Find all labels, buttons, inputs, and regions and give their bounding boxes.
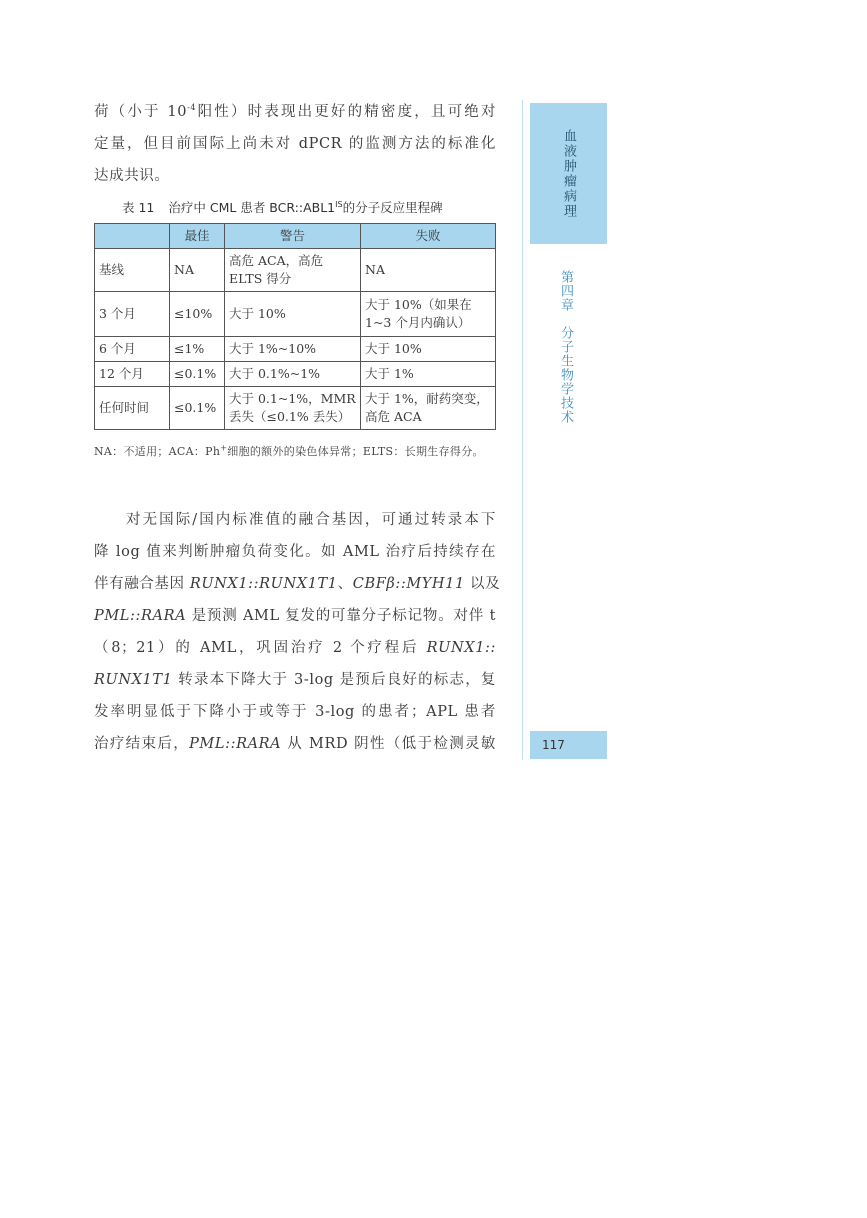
table-cell: 高危 ACA，高危 ELTS 得分 xyxy=(225,249,361,292)
table-row xyxy=(95,337,496,362)
table-cell: 12 个月 xyxy=(95,362,170,387)
sidebar-divider xyxy=(522,100,523,760)
text-line: 降 log 值来判断肿瘤负荷变化。如 AML 治疗后持续存在 xyxy=(94,544,496,560)
chapter-title: 第四章 分子生物学技术 xyxy=(558,270,573,424)
text-line: 达成共识。 xyxy=(94,168,170,184)
table-cell: ≤0.1% xyxy=(170,362,225,387)
table-cell: 大于 0.1~1%，MMR 丢失（≤0.1% 丢失） xyxy=(225,387,361,430)
table-row xyxy=(95,292,496,337)
text-line: 定量，但目前国际上尚未对 dPCR 的监测方法的标准化 xyxy=(94,136,496,152)
text-line: PML::RARA 是预测 AML 复发的可靠分子标记物。对伴 t xyxy=(94,608,496,624)
text-line: （8；21）的 AML，巩固治疗 2 个疗程后 RUNX1:: xyxy=(94,640,496,656)
paragraph-intro xyxy=(94,96,496,192)
section-tab xyxy=(530,103,607,244)
table-cell: ≤1% xyxy=(170,337,225,362)
table-footnote: NA：不适用；ACA：Ph+细胞的额外的染色体异常；ELTS：长期生存得分。 xyxy=(94,443,484,458)
table-cell: 大于 0.1%~1% xyxy=(225,362,361,387)
table-row xyxy=(95,362,496,387)
table-cell: ≤0.1% xyxy=(170,387,225,430)
paragraph-fusion-genes xyxy=(94,504,501,760)
table-header-row xyxy=(95,224,496,249)
table-row xyxy=(95,249,496,292)
table-cell: 大于 10%（如果在 1~3 个月内确认） xyxy=(361,292,496,337)
section-title: 血液肿瘤病理 xyxy=(561,128,576,219)
table-cell: 3 个月 xyxy=(95,292,170,337)
table-cell: NA xyxy=(361,249,496,292)
table-cell: NA xyxy=(170,249,225,292)
table-cell: 基线 xyxy=(95,249,170,292)
table-cell: 任何时间 xyxy=(95,387,170,430)
text-line: 发率明显低于下降小于或等于 3-log 的患者；APL 患者 xyxy=(94,704,496,720)
header-cell: 失败 xyxy=(361,224,496,249)
table-cell: 大于 1%~10% xyxy=(225,337,361,362)
table-cell: 大于 10% xyxy=(225,292,361,337)
table-cell: 大于 1%，耐药突变，高危 ACA xyxy=(361,387,496,430)
table-row xyxy=(95,387,496,430)
table-cell: 6 个月 xyxy=(95,337,170,362)
table-number: 表 11 xyxy=(122,200,155,215)
table-caption: 表 11 治疗中 CML 患者 $BCR::ABL1^{IS}$的分子反应里程碑 xyxy=(122,199,443,215)
text-line: RUNX1T1 转录本下降大于 3-log 是预后良好的标志，复 xyxy=(94,672,496,688)
text-line: 伴有融合基因 RUNX1::RUNX1T1、CBFβ::MYH11 以及 xyxy=(94,576,501,592)
table-cell: 大于 1% xyxy=(361,362,496,387)
header-cell: 警告 xyxy=(225,224,361,249)
header-cell: 最佳 xyxy=(170,224,225,249)
page-number: 117 xyxy=(530,731,607,759)
header-cell xyxy=(95,224,170,249)
table-cell: 大于 10% xyxy=(361,337,496,362)
text-line: 对无国际/国内标准值的融合基因，可通过转录本下 xyxy=(126,512,496,528)
text-line: 治疗结束后，PML::RARA 从 MRD 阴性（低于检测灵敏 xyxy=(94,736,496,752)
text-line: 荷（小于 $10^{-4}$阳性）时表现出更好的精密度，且可绝对 xyxy=(94,103,496,120)
table-cell: ≤10% xyxy=(170,292,225,337)
milestone-table xyxy=(94,223,496,430)
